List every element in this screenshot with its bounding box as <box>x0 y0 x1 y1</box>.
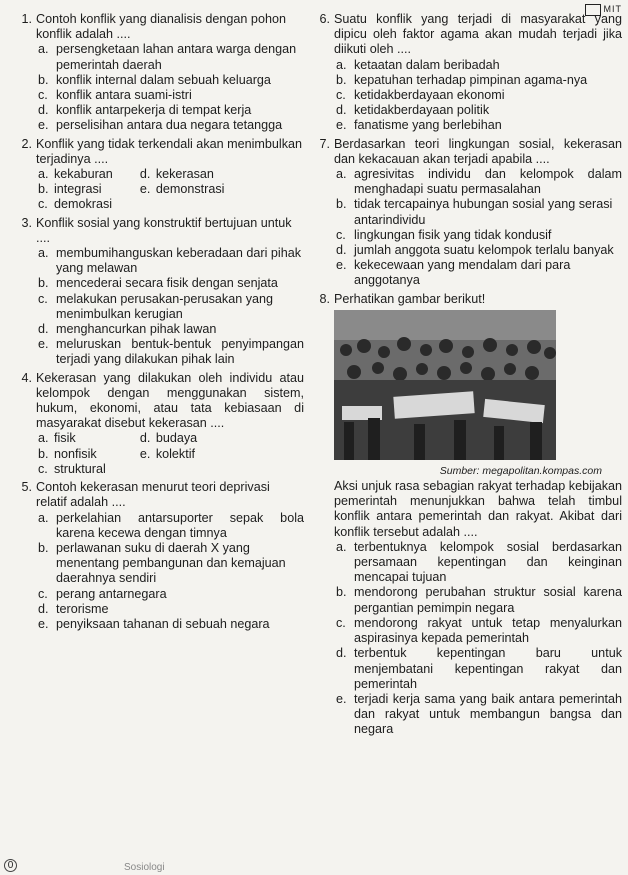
question-text: Konflik yang tidak terkendali akan menimbulkan terjadinya .... <box>36 136 303 166</box>
option-e[interactable]: e. penyiksaan tahanan di sebuah negara <box>38 616 270 631</box>
question-number: 2. <box>21 136 32 151</box>
question-number: 3. <box>21 215 32 230</box>
option-e[interactable]: e. fanatisme yang berlebihan <box>336 118 502 133</box>
option-e[interactable]: e. kekecewaan yang mendalam dari para anggotanya <box>336 258 571 288</box>
option-a[interactable]: a. terbentuknya kelompok sosial berdasarkan persamaan kepentingan dan keinginan mencapai tujuan <box>336 539 622 585</box>
question-context: Aksi unjuk rasa sebagian rakyat terhadap kebijakan pemerintah menunjukkan bahwa telah timbul konflik antara pemerintah dan rakyat. Akibat dari konflik tersebut adalah .... <box>334 479 622 539</box>
option-d[interactable]: d. terbentuk kepentingan baru untuk menjembatani kepentingan rakyat dan pemerintah <box>336 646 622 691</box>
protest-photo <box>334 310 556 460</box>
option-d[interactable]: d. budaya <box>139 431 198 446</box>
option-e[interactable]: e. demonstrasi <box>139 182 225 197</box>
question-4 <box>12 371 304 477</box>
option-a[interactable]: a. kekaburan <box>38 167 113 182</box>
option-c[interactable]: c. perang antarnegara <box>38 586 167 601</box>
option-c[interactable]: c. melakukan perusakan-perusakan yang menimbulkan kerugian <box>38 291 274 321</box>
option-a[interactable]: a. agresivitas individu dan kelompok dalam menghadapi suatu permasalahan <box>336 167 622 197</box>
option-b[interactable]: b. konflik internal dalam sebuah keluarga <box>38 72 271 87</box>
question-6 <box>310 12 622 134</box>
question-number: 1. <box>21 12 32 26</box>
qr-code-icon <box>585 4 601 16</box>
option-d[interactable]: d. ketidakberdayaan politik <box>336 103 490 118</box>
option-b[interactable]: b. kepatuhan terhadap pimpinan agama-nya <box>336 72 588 87</box>
question-text: Kekerasan yang dilakukan oleh individu atau kelompok dengan menggunakan sistem, hukum, ekonomi, atau tata kebiasaan di masyarakat disebut kekerasan .... <box>36 370 304 431</box>
option-b[interactable]: b. perlawanan suku di daerah X yang menentang pembangunan dan kemajuan daerahnya sendiri <box>38 540 286 586</box>
question-8-body <box>310 479 622 737</box>
option-a[interactable]: a. ketaatan dalam beribadah <box>336 57 500 72</box>
option-b[interactable]: b. nonfisik <box>38 446 97 461</box>
option-a[interactable]: a. membumihanguskan keberadaan dari pihak yang melawan <box>38 246 302 276</box>
option-c[interactable]: c. konflik antara suami-istri <box>38 88 192 103</box>
option-grid <box>36 431 304 477</box>
question-1 <box>12 12 304 134</box>
option-b[interactable]: b. integrasi <box>38 182 102 197</box>
question-2 <box>12 137 304 213</box>
question-text: Contoh konflik yang dianalisis dengan pohon konflik adalah .... <box>36 12 286 42</box>
option-a[interactable]: a. fisik <box>38 431 76 446</box>
option-d[interactable]: d. konflik antarpekerja di tempat kerja <box>38 103 252 118</box>
question-text: Perhatikan gambar berikut! <box>334 291 486 306</box>
option-e[interactable]: e. meluruskan bentuk-bentuk penyimpangan terjadi yang dilakukan pihak lain <box>38 337 304 367</box>
question-text: Konflik sosial yang konstruktif bertujuan untuk .... <box>36 215 292 245</box>
question-number: 5. <box>21 480 32 495</box>
question-text: Contoh kekerasan menurut teori deprivasi relatif adalah .... <box>36 480 270 510</box>
footer-subject: Sosiologi <box>124 862 165 873</box>
question-3 <box>12 216 304 368</box>
option-c[interactable]: c. demokrasi <box>38 197 113 212</box>
question-number: 4. <box>21 370 32 385</box>
question-number: 7. <box>319 136 330 151</box>
question-number: 6. <box>319 12 330 26</box>
page-mark: 0 <box>4 859 17 872</box>
page-footer <box>0 859 628 873</box>
option-e[interactable]: e. kolektif <box>139 446 196 461</box>
option-d[interactable]: d. kekerasan <box>139 167 214 182</box>
option-d[interactable]: d. terorisme <box>38 601 109 616</box>
option-c[interactable]: c. lingkungan fisik yang tidak kondusif <box>336 227 552 242</box>
option-b[interactable]: b. tidak tercapainya hubungan sosial yang serasi antarindividu <box>336 197 613 227</box>
option-b[interactable]: b. mencederai secara fisik dengan senjata <box>38 276 278 291</box>
image-source: Sumber: megapolitan.kompas.com <box>439 464 602 477</box>
question-8 <box>310 292 622 307</box>
question-text: Berdasarkan teori lingkungan sosial, kekerasan dan kekacauan akan terjadi apabila .... <box>334 136 622 166</box>
question-7 <box>310 137 622 289</box>
option-a[interactable]: a. persengketaan lahan antara warga dengan pemerintah daerah <box>38 42 297 72</box>
option-e[interactable]: e. perselisihan antara dua negara tetangga <box>38 118 283 133</box>
option-grid <box>36 167 304 213</box>
option-c[interactable]: c. ketidakberdayaan ekonomi <box>336 88 505 103</box>
right-column <box>310 12 622 741</box>
corner-code-text: MIT <box>603 4 622 14</box>
option-c[interactable]: c. mendorong rakyat untuk tetap menyalurkan aspirasinya kepada pemerintah <box>336 615 622 646</box>
question-text: Suatu konflik yang terjadi di masyarakat yang dipicu oleh faktor agama akan mudah terjadi jika diikuti oleh .... <box>334 12 622 57</box>
option-c[interactable]: c. struktural <box>38 461 106 476</box>
question-number: 8. <box>319 291 330 306</box>
option-e[interactable]: e. terjadi kerja sama yang baik antara pemerintah dan rakyat untuk membangun bangsa dan negara <box>336 691 622 737</box>
question-5 <box>12 480 304 632</box>
protest-crowd-image <box>334 310 556 460</box>
option-d[interactable]: d. jumlah anggota suatu kelompok terlalu banyak <box>336 243 614 258</box>
left-column <box>12 12 304 635</box>
corner-code-box <box>585 2 623 17</box>
option-d[interactable]: d. menghancurkan pihak lawan <box>38 322 217 337</box>
option-a[interactable]: a. perkelahian antarsuporter sepak bola karena kecewa dengan timnya <box>38 510 304 540</box>
option-b[interactable]: b. mendorong perubahan struktur sosial karena pergantian pemimpin negara <box>336 585 622 615</box>
